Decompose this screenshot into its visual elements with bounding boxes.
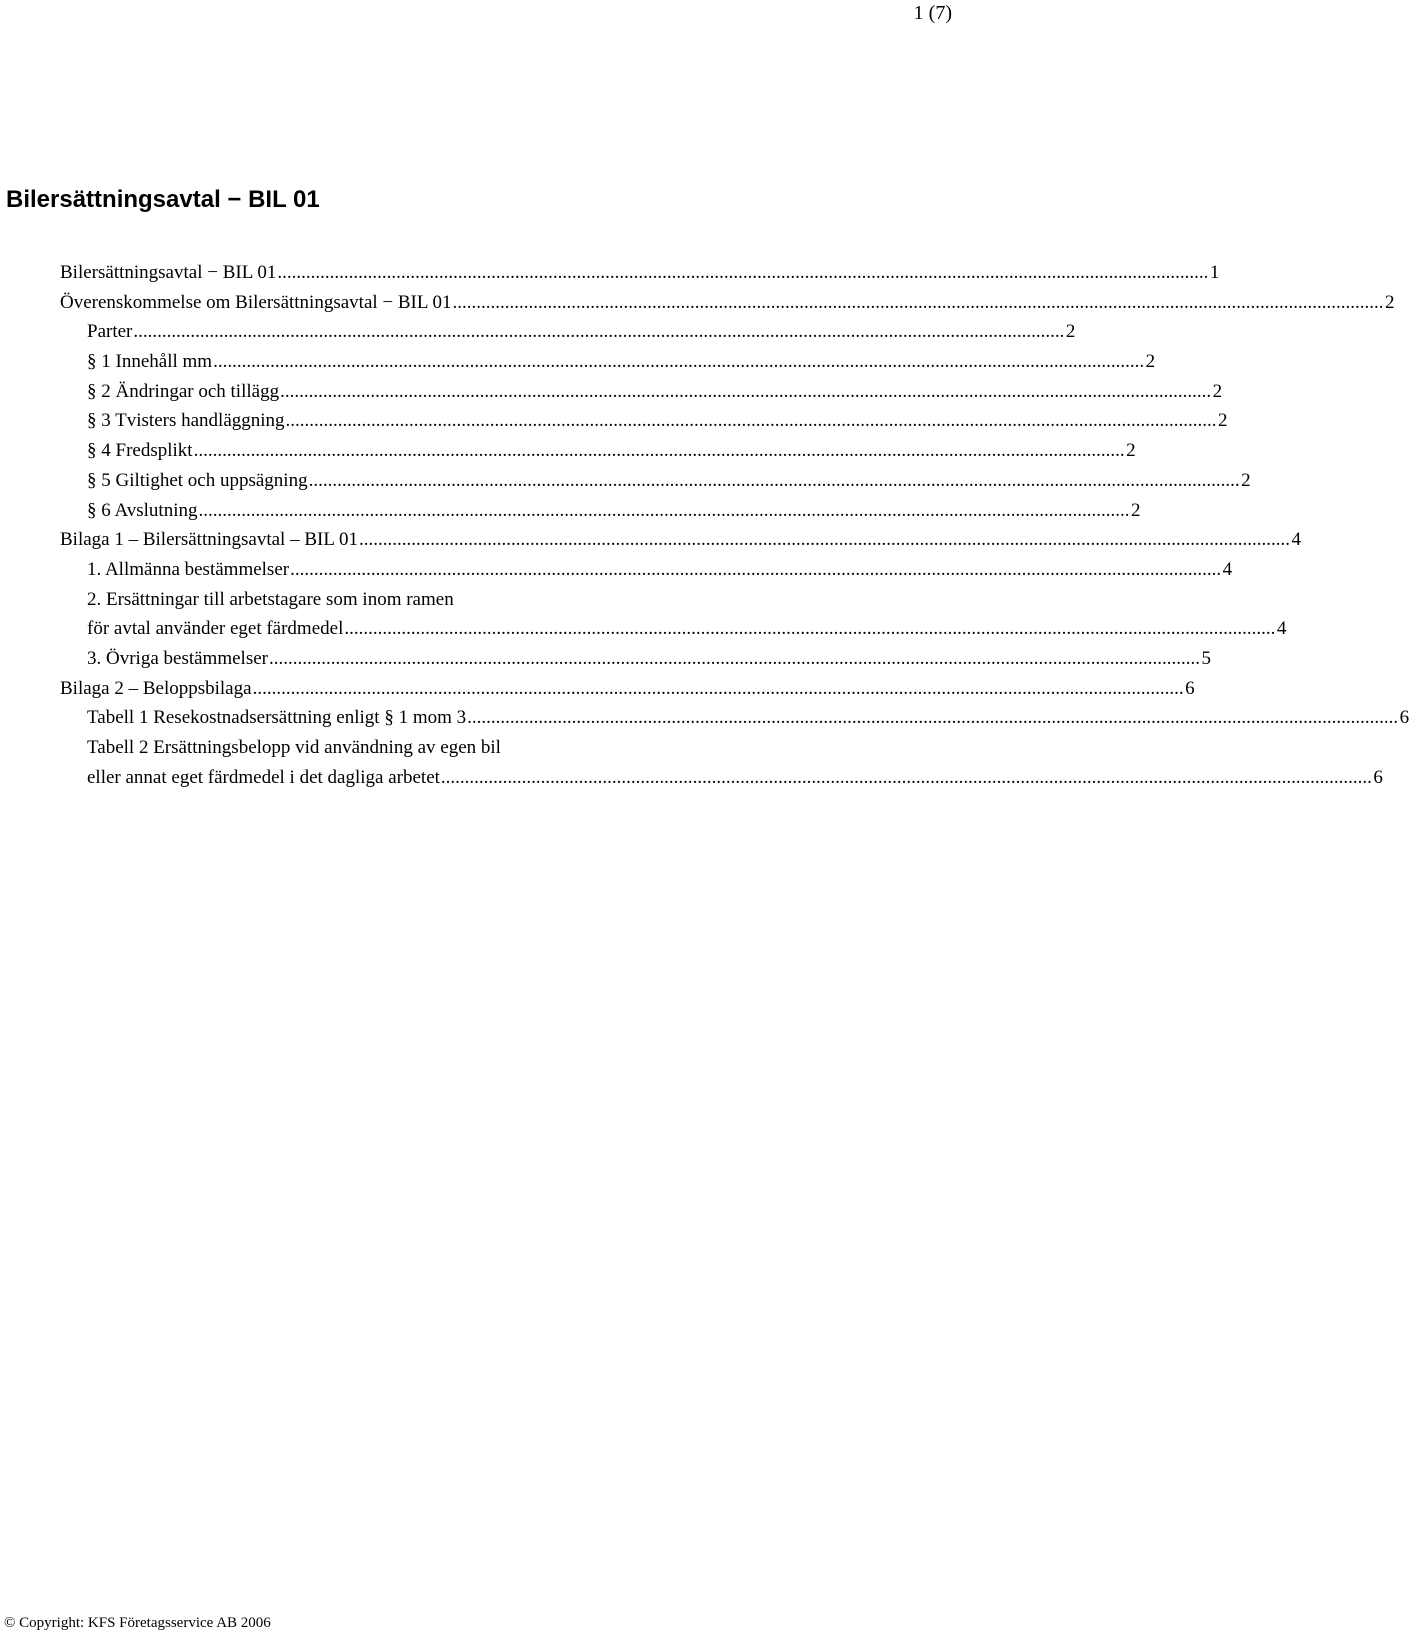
toc-entry-text: § 5 Giltighet och uppsägning (87, 469, 308, 491)
toc-entry-text: § 4 Fredsplikt (87, 440, 193, 462)
toc-entry-text: eller annat eget färdmedel i det dagliga arbetet (87, 766, 440, 788)
toc-entry[interactable] (60, 377, 1223, 407)
toc-entry-page: 1 (1209, 262, 1220, 283)
toc-entry-text: § 1 Innehåll mm (87, 351, 213, 373)
toc-leader (467, 703, 1398, 733)
toc-entry-page: 4 (1222, 558, 1233, 580)
toc-entry-text: Bilaga 1 – Bilersättningsavtal – BIL 01 (60, 529, 358, 551)
toc-entry-page: 6 (1399, 707, 1409, 729)
toc-entry[interactable] (60, 525, 1301, 555)
toc-entry[interactable] (60, 466, 1251, 496)
toc-entry-page: 2 (1145, 351, 1156, 373)
toc-leader (213, 347, 1144, 377)
toc-entry-text: Parter (87, 321, 133, 343)
page-number: 1 (7) (913, 2, 952, 24)
toc-entry[interactable] (60, 674, 1195, 704)
toc-entry-page: 6 (1185, 677, 1195, 699)
toc-entry[interactable] (60, 703, 1409, 733)
toc-entry[interactable] (60, 436, 1136, 466)
toc-entry-page: 2 (1241, 469, 1251, 491)
toc-entry-page: 2 (1065, 321, 1076, 343)
document-title: Bilersättningsavtal − BIL 01 (6, 186, 320, 213)
toc-entry-wrapped-line[interactable] (60, 585, 653, 615)
toc-entry[interactable] (60, 317, 1076, 347)
toc-leader (309, 466, 1240, 496)
toc-leader (344, 614, 1275, 644)
toc-leader (133, 317, 1064, 347)
toc-entry-page: 4 (1276, 618, 1287, 640)
table-of-contents (60, 258, 1409, 792)
toc-entry[interactable] (60, 614, 1287, 644)
toc-leader (199, 496, 1130, 526)
toc-leader (359, 525, 1290, 555)
toc-entry-page: 2 (1126, 440, 1136, 462)
toc-entry-text: Överenskommelse om Bilersättningsavtal − BIL 01 (60, 291, 452, 313)
toc-leader (277, 258, 1208, 288)
toc-entry[interactable] (60, 496, 1141, 526)
toc-entry[interactable] (60, 288, 1395, 318)
toc-entry-page: 2 (1218, 410, 1228, 432)
toc-entry-text: Tabell 1 Resekostnadsersättning enligt § 1 mom 3 (87, 707, 467, 729)
toc-leader (194, 436, 1125, 466)
toc-entry-text: Bilersättningsavtal − BIL 01 (60, 262, 277, 283)
copyright-footer: © Copyright: KFS Företagsservice AB 2006 (4, 1615, 271, 1631)
toc-entry-text: Bilaga 2 – Beloppsbilaga (60, 677, 252, 699)
toc-entry[interactable] (60, 347, 1156, 377)
toc-leader (453, 288, 1384, 318)
toc-leader (286, 406, 1217, 436)
toc-leader (253, 674, 1184, 704)
toc-entry-wrapped-line[interactable] (60, 733, 653, 763)
toc-entry[interactable] (60, 555, 1233, 585)
toc-entry-text: 2. Ersättningar till arbetstagare som inom ramen (87, 588, 454, 610)
toc-entry[interactable] (60, 763, 1383, 793)
toc-entry[interactable] (60, 644, 1211, 674)
toc-entry-text: Tabell 2 Ersättningsbelopp vid användning av egen bil (87, 737, 501, 758)
toc-entry-page: 5 (1201, 647, 1211, 669)
toc-leader (441, 763, 1372, 793)
toc-entry-text: för avtal använder eget färdmedel (87, 618, 344, 640)
toc-entry-text: § 2 Ändringar och tillägg (87, 380, 280, 402)
toc-leader (269, 644, 1200, 674)
toc-entry-text: 1. Allmänna bestämmelser (87, 558, 290, 580)
toc-entry-page: 2 (1131, 499, 1141, 521)
toc-leader (280, 377, 1211, 407)
toc-entry-page: 6 (1373, 766, 1383, 788)
toc-leader (290, 555, 1221, 585)
toc-entry[interactable] (60, 258, 1220, 288)
toc-entry-page: 4 (1291, 529, 1301, 551)
toc-entry-page: 2 (1385, 291, 1395, 313)
toc-entry-text: § 6 Avslutning (87, 499, 198, 521)
toc-entry-page: 2 (1212, 380, 1223, 402)
toc-entry-text: § 3 Tvisters handläggning (87, 410, 285, 432)
toc-entry[interactable] (60, 406, 1228, 436)
toc-entry-text: 3. Övriga bestämmelser (87, 647, 268, 669)
